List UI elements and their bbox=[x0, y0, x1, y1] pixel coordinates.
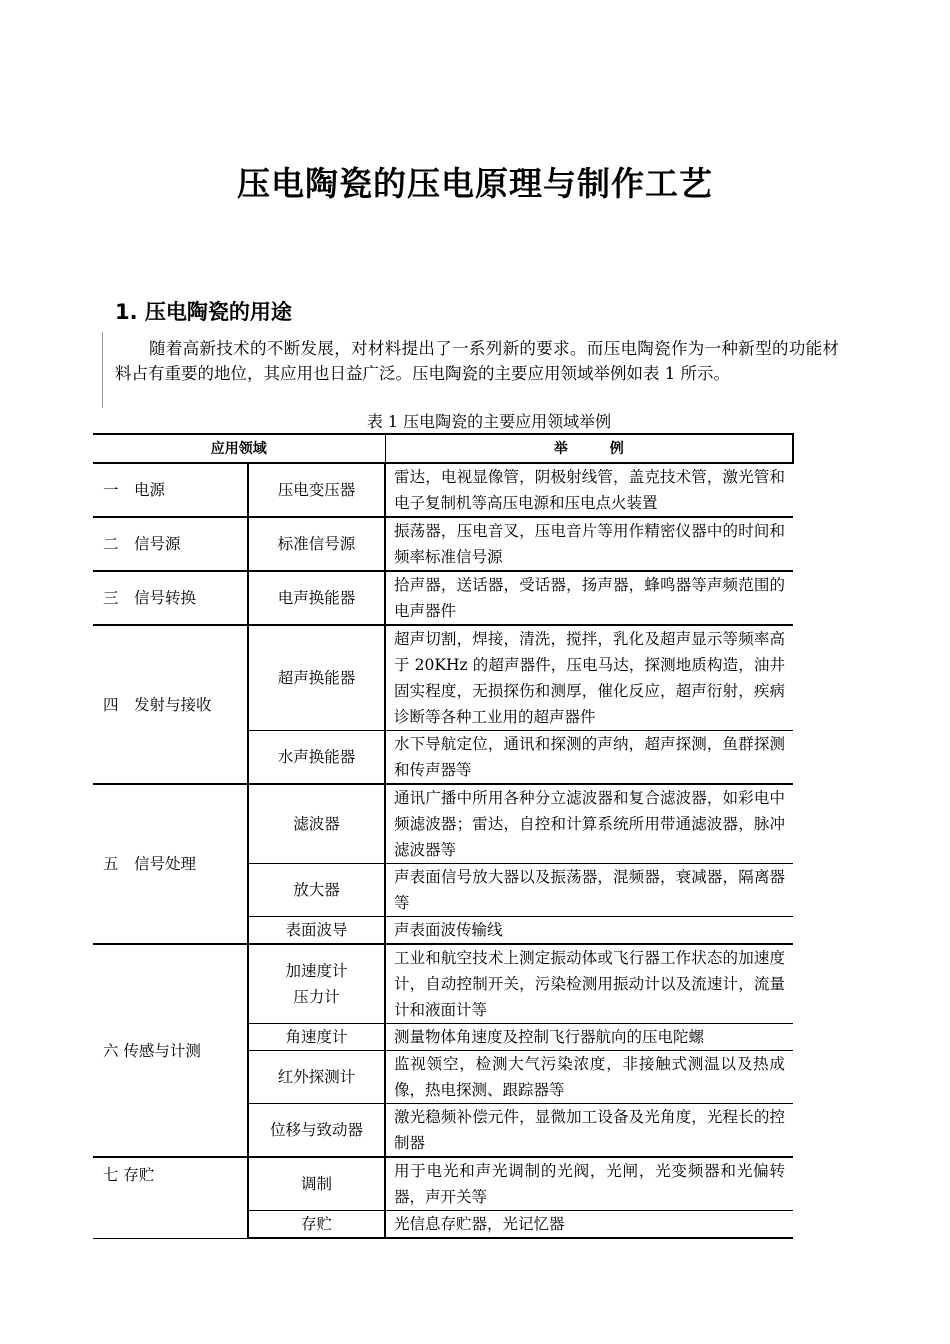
header-examples: 举 例 bbox=[385, 434, 793, 463]
area-cell: 二 信号源 bbox=[93, 517, 248, 571]
header-application-area: 应用领域 bbox=[93, 434, 385, 463]
table-caption: 表 1 压电陶瓷的主要应用领域举例 bbox=[366, 412, 612, 431]
device-cell: 红外探测计 bbox=[248, 1051, 385, 1104]
example-cell: 水下导航定位，通讯和探测的声纳，超声探测，鱼群探测和传声器等 bbox=[385, 731, 793, 785]
table-row bbox=[93, 463, 793, 517]
area-cell: 六 传感与计测 bbox=[93, 944, 248, 1157]
table-row bbox=[93, 1157, 793, 1211]
table-header-row bbox=[93, 434, 793, 463]
table-row bbox=[93, 944, 793, 1024]
applications-table bbox=[93, 433, 794, 1239]
example-cell: 光信息存贮器，光记忆器 bbox=[385, 1211, 793, 1239]
device-line: 加速度计 bbox=[285, 962, 348, 980]
area-cell: 四 发射与接收 bbox=[93, 625, 248, 784]
table-row bbox=[93, 784, 793, 864]
example-cell: 工业和航空技术上测定振动体或飞行器工作状态的加速度计，自动控制开关，污染检测用振动计以及流速计，流量计和液面计等 bbox=[385, 944, 793, 1024]
device-cell: 位移与致动器 bbox=[248, 1104, 385, 1158]
device-line: 压力计 bbox=[293, 988, 340, 1006]
device-cell: 超声换能器 bbox=[248, 625, 385, 731]
example-cell: 通讯广播中所用各种分立滤波器和复合滤波器，如彩电中频滤波器；雷达，自控和计算系统所用带通滤波器，脉冲滤波器等 bbox=[385, 784, 793, 864]
example-cell: 雷达，电视显像管，阴极射线管，盖克技术管，激光管和电子复制机等高压电源和压电点火装置 bbox=[385, 463, 793, 517]
table-row bbox=[93, 517, 793, 571]
table-row bbox=[93, 571, 793, 625]
area-cell: 五 信号处理 bbox=[93, 784, 248, 944]
example-cell: 超声切割，焊接，清洗，搅拌，乳化及超声显示等频率高于 20KHz 的超声器件，压电马达，探测地质构造，油井固实程度，无损探伤和测厚，催化反应，超声衍射，疾病诊断等各种工业用的超声器件 bbox=[385, 625, 793, 731]
device-cell: 表面波导 bbox=[248, 917, 385, 945]
section-heading: 1. 压电陶瓷的用途 bbox=[115, 300, 292, 324]
device-cell: 滤波器 bbox=[248, 784, 385, 864]
example-cell: 振荡器，压电音叉，压电音片等用作精密仪器中的时间和频率标准信号源 bbox=[385, 517, 793, 571]
device-cell: 水声换能器 bbox=[248, 731, 385, 785]
example-cell: 声表面波传输线 bbox=[385, 917, 793, 945]
area-cell: 三 信号转换 bbox=[93, 571, 248, 625]
device-cell: 压电变压器 bbox=[248, 463, 385, 517]
example-cell: 激光稳频补偿元件，显微加工设备及光角度，光程长的控制器 bbox=[385, 1104, 793, 1158]
paragraph-margin-line bbox=[102, 332, 103, 408]
device-cell: 电声换能器 bbox=[248, 571, 385, 625]
intro-paragraph: 随着高新技术的不断发展，对材料提出了一系列新的要求。而压电陶瓷作为一种新型的功能材料占有重要的地位，其应用也日益广泛。压电陶瓷的主要应用领域举例如表 1 所示。 bbox=[115, 339, 839, 383]
device-cell bbox=[248, 944, 385, 1024]
device-cell: 存贮 bbox=[248, 1211, 385, 1239]
device-cell: 放大器 bbox=[248, 864, 385, 917]
example-cell: 监视领空，检测大气污染浓度，非接触式测温以及热成像，热电探测、跟踪器等 bbox=[385, 1051, 793, 1104]
area-cell: 一 电源 bbox=[93, 463, 248, 517]
example-cell: 测量物体角速度及控制飞行器航向的压电陀螺 bbox=[385, 1024, 793, 1051]
device-cell: 标准信号源 bbox=[248, 517, 385, 571]
document-title: 压电陶瓷的压电原理与制作工艺 bbox=[237, 164, 713, 203]
example-cell: 声表面信号放大器以及振荡器，混频器，衰减器，隔离器等 bbox=[385, 864, 793, 917]
example-cell: 拾声器，送话器，受话器，扬声器，蜂鸣器等声频范围的电声器件 bbox=[385, 571, 793, 625]
device-cell: 调制 bbox=[248, 1157, 385, 1211]
example-cell: 用于电光和声光调制的光阀，光闸，光变频器和光偏转器，声开关等 bbox=[385, 1157, 793, 1211]
area-cell: 七 存贮 bbox=[93, 1157, 248, 1238]
device-cell: 角速度计 bbox=[248, 1024, 385, 1051]
table-row bbox=[93, 625, 793, 731]
